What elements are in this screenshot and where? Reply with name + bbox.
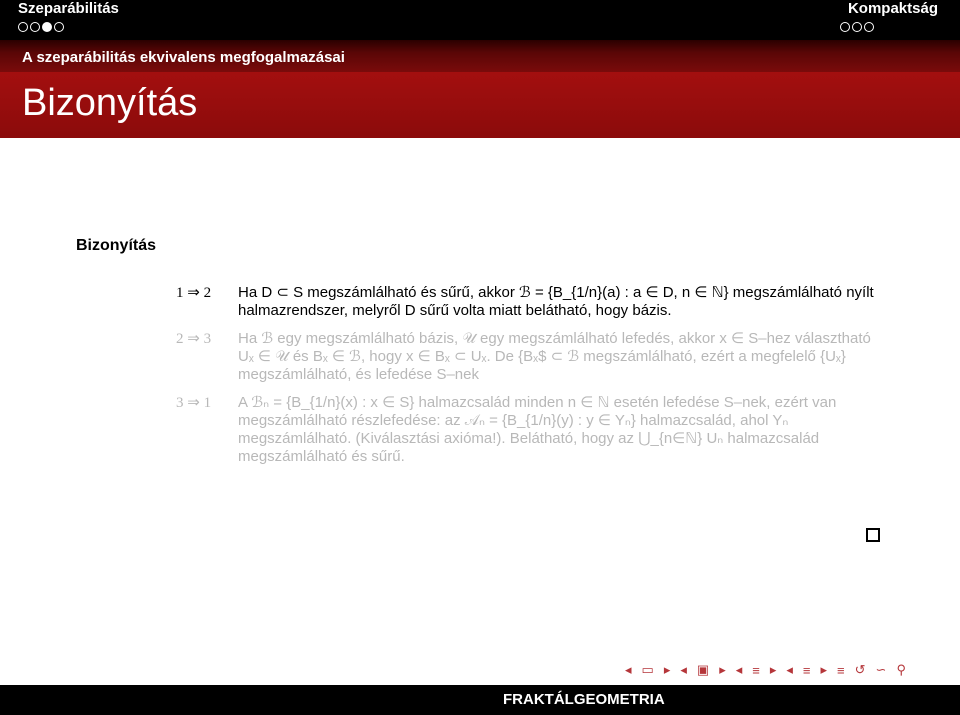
beamer-navigation[interactable] [625,661,955,679]
progress-dot[interactable] [54,22,64,32]
progress-dot[interactable] [840,22,850,32]
block-title: Bizonyítás [76,237,157,254]
nav-left-icon[interactable]: ◂ [680,662,687,677]
footer-bar [0,685,960,715]
proof-list [176,284,896,476]
nav-right-icon[interactable]: ▸ [769,662,777,677]
item-text: Ha ℬ egy megszámlálható bázis, 𝒰 egy megszámlálható lefedés, akkor x ∈ S–hez választható Uₓ ∈ 𝒰 és Bₓ ∈ ℬ, hogy x ∈ Bₓ ⊂ Uₓ. De {Bₓ$ ⊂ ℬ megszámlálható, ezért a megfelelő {Uₓ} megszámlálható, és lefedése S–nek [238,330,871,383]
nav-right-icon[interactable]: ▸ [663,662,671,677]
nav-search-icon[interactable]: ⚲ [896,662,906,677]
nav-left-icon[interactable]: ◂ [786,662,793,677]
nav-find-icon[interactable]: ∽ [875,662,887,677]
header-bar [0,0,960,40]
proof-item [176,394,896,466]
progress-dot[interactable] [18,22,28,32]
footer-left [0,685,480,715]
nav-menu-icon[interactable]: ≡ [837,662,845,678]
nav-subsection-icon[interactable]: ▣ [696,662,710,677]
section-left-progress[interactable] [18,22,64,32]
nav-right-icon[interactable]: ▸ [820,662,828,677]
progress-dot[interactable] [864,22,874,32]
subsection-title: A szeparábilitás ekvivalens megfogalmazásai [22,49,345,66]
progress-dot[interactable] [30,22,40,32]
item-label: 1 ⇒ 2 [176,285,212,301]
nav-left-icon[interactable]: ◂ [625,662,632,677]
frame-title: Bizonyítás [22,82,198,124]
section-left-link[interactable]: Szeparábilitás [18,0,119,17]
nav-undo-icon[interactable]: ↺ [854,662,866,677]
progress-dot[interactable] [852,22,862,32]
item-label: 2 ⇒ 3 [176,331,212,347]
item-text: A ℬₙ = {B_{1/n}(x) : x ∈ S} halmazcsalád minden n ∈ ℕ esetén lefedése S–nek, ezért van megszámlálható részlefedése: az 𝒜ₙ = {B_{1/n}(y) : y ∈ Yₙ} halmazcsalád, ahol Yₙ megszámlálható. (Kiválasztási axióma!). Belátható, hogy az ⋃_{n∈ℕ} Uₙ halmazcsalád megszámlálható és sűrű. [238,394,837,465]
proof-item [176,330,896,384]
subsection-bar [0,40,960,72]
nav-left-icon[interactable]: ◂ [735,662,743,677]
proof-item [176,284,896,320]
nav-frame-icon[interactable]: ▭ [641,662,654,677]
frame-title-bar [0,72,960,138]
section-right-link[interactable]: Kompaktság [847,0,938,17]
nav-section-icon[interactable]: ≡ [752,662,760,678]
item-label: 3 ⇒ 1 [176,395,212,411]
footer-title: FRAKTÁLGEOMETRIA [503,691,665,708]
progress-dot-current[interactable] [42,22,52,32]
nav-document-icon[interactable]: ≡ [802,662,811,678]
qed-square-icon [866,528,880,542]
section-right-progress[interactable] [840,22,874,32]
item-text: Ha D ⊂ S megszámlálható és sűrű, akkor ℬ = {B_{1/n}(a) : a ∈ D, n ∈ ℕ} megszámlálható nyílt halmazrendszer, melyről D sűrű volta miatt belátható, hogy bázis. [238,284,874,319]
nav-right-icon[interactable]: ▸ [719,662,726,677]
